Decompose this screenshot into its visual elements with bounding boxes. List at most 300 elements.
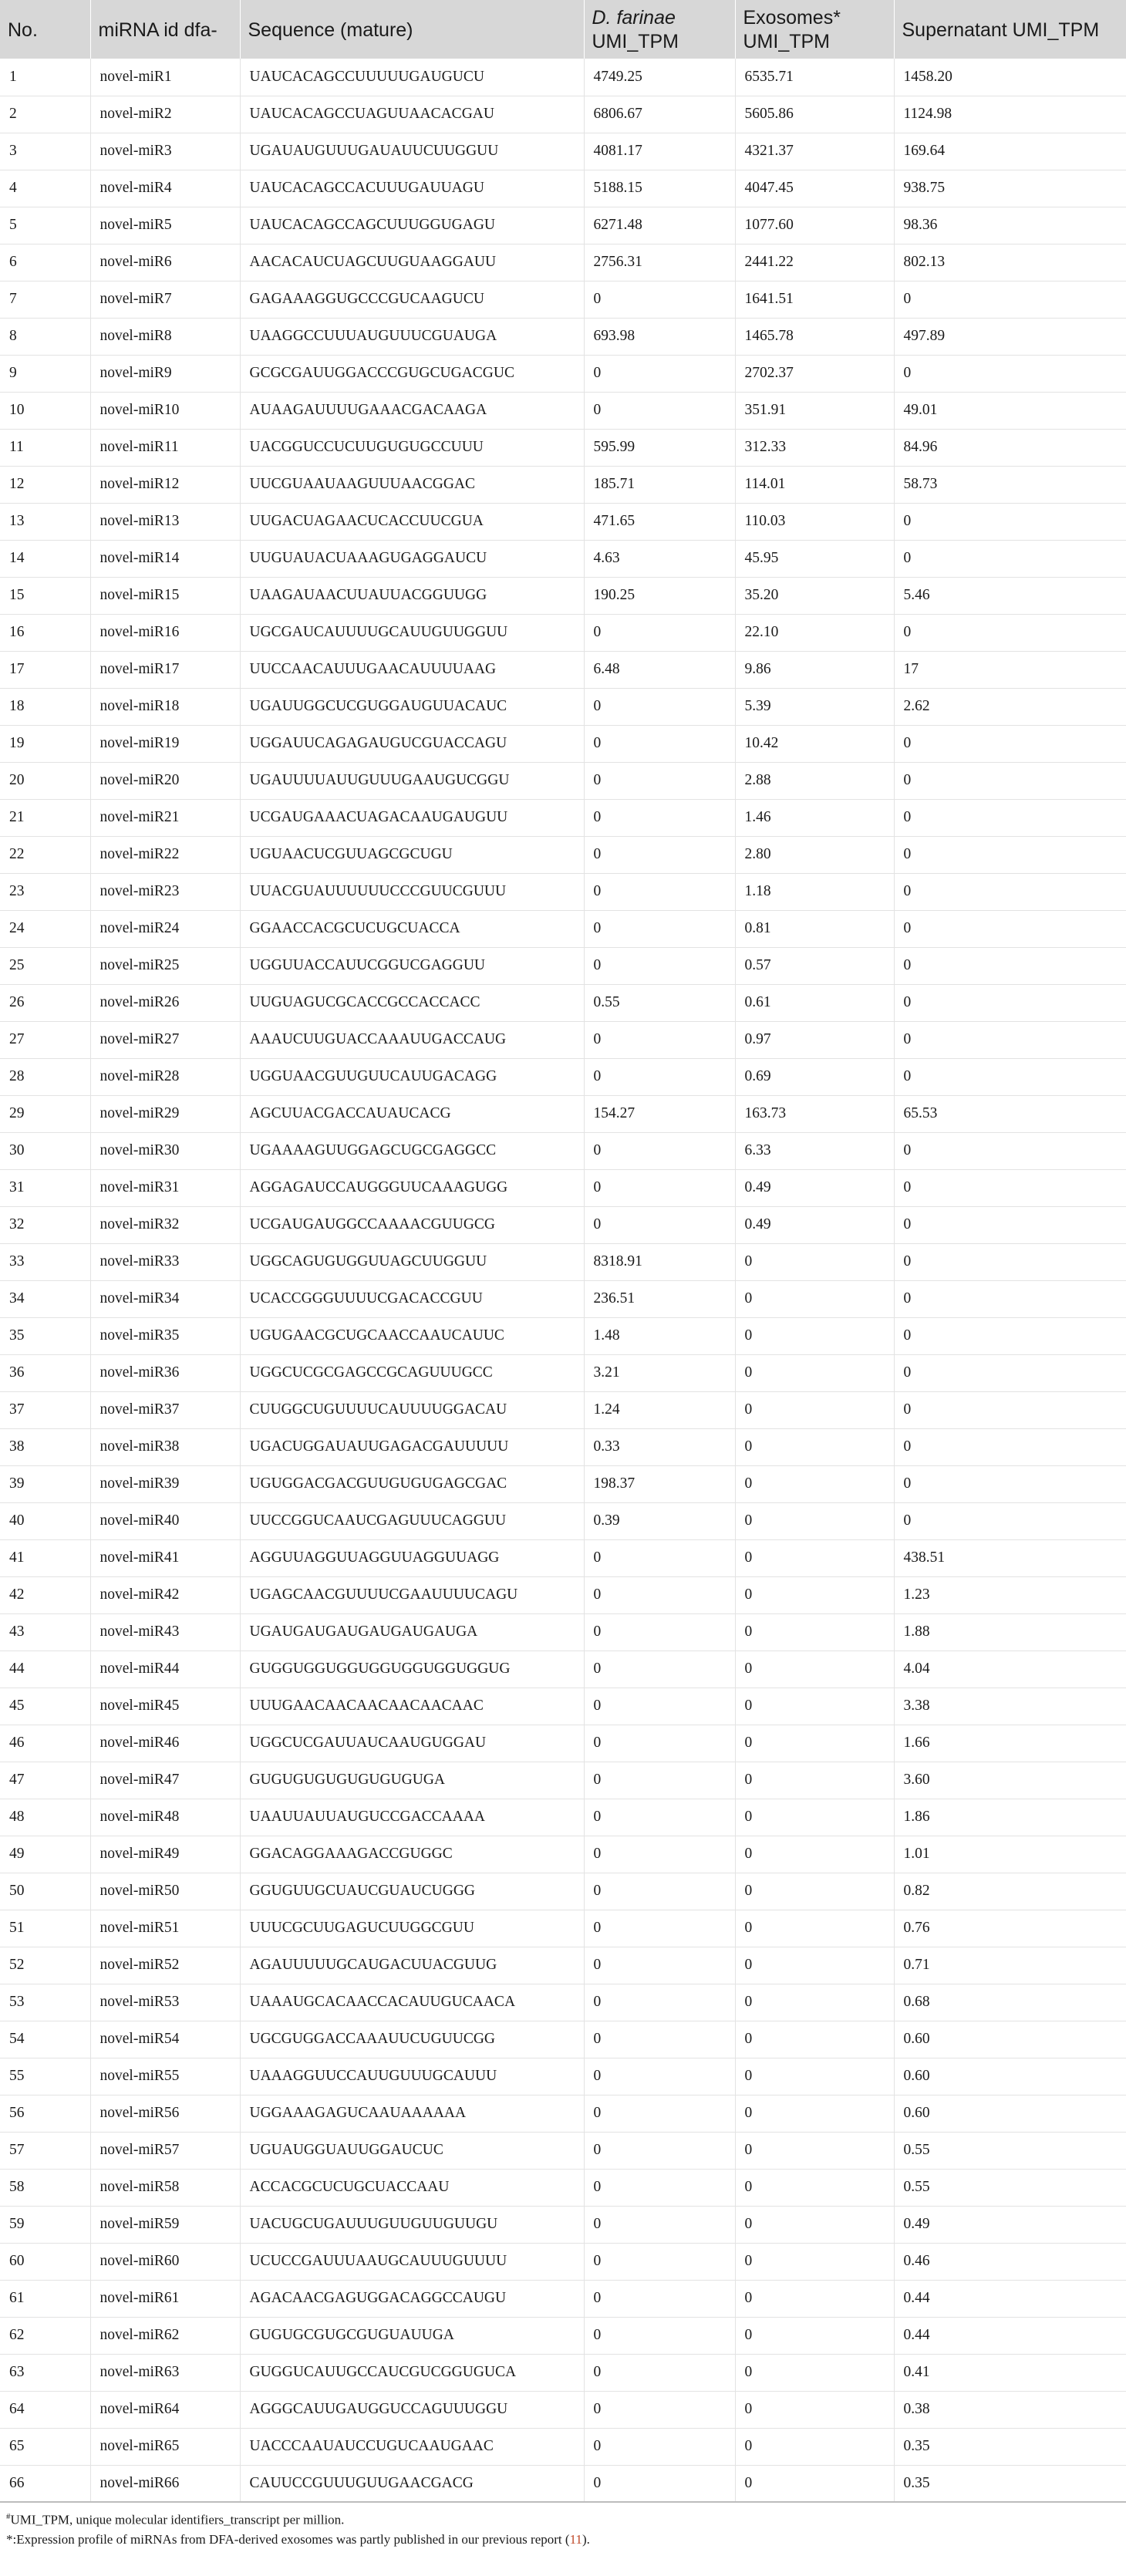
cell-mirna-id: novel-miR51 — [90, 1910, 240, 1947]
cell-supernatant-tpm: 169.64 — [894, 133, 1126, 170]
table-row — [0, 910, 1126, 947]
cell-no: 66 — [0, 2465, 90, 2502]
cell-mirna-id: novel-miR40 — [90, 1502, 240, 1539]
cell-sequence: UAAAUGCACAACCACAUUGUCAACA — [240, 1984, 584, 2021]
cell-dfarinae-tpm: 6271.48 — [584, 207, 735, 244]
cell-dfarinae-tpm: 0.39 — [584, 1502, 735, 1539]
cell-mirna-id: novel-miR16 — [90, 614, 240, 651]
cell-exosomes-tpm: 9.86 — [735, 651, 894, 688]
cell-sequence: GCGCGAUUGGACCCGUGCUGACGUC — [240, 355, 584, 392]
cell-exosomes-tpm: 0 — [735, 2021, 894, 2058]
table-row — [0, 1428, 1126, 1465]
cell-no: 34 — [0, 1280, 90, 1317]
cell-dfarinae-tpm: 0 — [584, 1021, 735, 1058]
table-row — [0, 2132, 1126, 2169]
table-row — [0, 2169, 1126, 2206]
cell-dfarinae-tpm: 0 — [584, 2243, 735, 2280]
cell-no: 63 — [0, 2354, 90, 2391]
cell-supernatant-tpm: 0 — [894, 725, 1126, 762]
cell-sequence: UAAGGCCUUUAUGUUUCGUAUGA — [240, 318, 584, 355]
cell-mirna-id: novel-miR30 — [90, 1132, 240, 1169]
cell-no: 35 — [0, 1317, 90, 1354]
cell-dfarinae-tpm: 0 — [584, 281, 735, 318]
cell-exosomes-tpm: 0 — [735, 1428, 894, 1465]
cell-sequence: UGGCUCGAUUAUCAAUGUGGAU — [240, 1725, 584, 1762]
cell-mirna-id: novel-miR27 — [90, 1021, 240, 1058]
cell-no: 43 — [0, 1613, 90, 1650]
footnote-umi — [6, 2507, 1120, 2530]
cell-sequence: UCGAUGAAACUAGACAAUGAUGUU — [240, 799, 584, 836]
cell-sequence: UUGUAGUCGCACCGCCACCACC — [240, 984, 584, 1021]
cell-sequence: AAAUCUUGUACCAAAUUGACCAUG — [240, 1021, 584, 1058]
cell-exosomes-tpm: 0 — [735, 2428, 894, 2465]
cell-dfarinae-tpm: 2756.31 — [584, 244, 735, 281]
cell-no: 22 — [0, 836, 90, 873]
cell-dfarinae-tpm: 4081.17 — [584, 133, 735, 170]
cell-supernatant-tpm: 0 — [894, 1428, 1126, 1465]
cell-dfarinae-tpm: 0 — [584, 1058, 735, 1095]
cell-supernatant-tpm: 0.41 — [894, 2354, 1126, 2391]
cell-sequence: CUUGGCUGUUUUCAUUUUGGACAU — [240, 1391, 584, 1428]
cell-supernatant-tpm: 0 — [894, 799, 1126, 836]
cell-no: 28 — [0, 1058, 90, 1095]
cell-supernatant-tpm: 1124.98 — [894, 96, 1126, 133]
cell-exosomes-tpm: 0 — [735, 1391, 894, 1428]
table-header — [0, 0, 1126, 59]
table-row — [0, 1947, 1126, 1984]
cell-no: 45 — [0, 1688, 90, 1725]
cell-sequence: UGGUAACGUUGUUCAUUGACAGG — [240, 1058, 584, 1095]
cell-supernatant-tpm: 938.75 — [894, 170, 1126, 207]
cell-exosomes-tpm: 0 — [735, 1836, 894, 1873]
cell-mirna-id: novel-miR20 — [90, 762, 240, 799]
cell-dfarinae-tpm: 0 — [584, 2169, 735, 2206]
cell-dfarinae-tpm: 0 — [584, 1613, 735, 1650]
cell-sequence: GUGUGCGUGCGUGUAUUGA — [240, 2317, 584, 2354]
cell-sequence: UGUGGACGACGUUGUGUGAGCGAC — [240, 1465, 584, 1502]
cell-sequence: UUGACUAGAACUCACCUUCGUA — [240, 503, 584, 540]
cell-mirna-id: novel-miR66 — [90, 2465, 240, 2502]
cell-sequence: GGAACCACGCUCUGCUACCA — [240, 910, 584, 947]
cell-no: 47 — [0, 1762, 90, 1799]
cell-dfarinae-tpm: 154.27 — [584, 1095, 735, 1132]
cell-supernatant-tpm: 0.76 — [894, 1910, 1126, 1947]
cell-sequence: AGCUUACGACCAUAUCACG — [240, 1095, 584, 1132]
table-row — [0, 577, 1126, 614]
cell-exosomes-tpm: 2.80 — [735, 836, 894, 873]
cell-mirna-id: novel-miR58 — [90, 2169, 240, 2206]
table-body — [0, 59, 1126, 2502]
cell-mirna-id: novel-miR44 — [90, 1650, 240, 1688]
table-row — [0, 429, 1126, 466]
table-row — [0, 873, 1126, 910]
table-row — [0, 2280, 1126, 2317]
cell-exosomes-tpm: 0 — [735, 1576, 894, 1613]
cell-mirna-id: novel-miR41 — [90, 1539, 240, 1576]
cell-sequence: UACCCAAUAUCCUGUCAAUGAAC — [240, 2428, 584, 2465]
cell-supernatant-tpm: 0 — [894, 1058, 1126, 1095]
table-row — [0, 688, 1126, 725]
cell-exosomes-tpm: 0 — [735, 1650, 894, 1688]
table-row — [0, 1910, 1126, 1947]
cell-exosomes-tpm: 10.42 — [735, 725, 894, 762]
cell-supernatant-tpm: 0.35 — [894, 2428, 1126, 2465]
cell-dfarinae-tpm: 0 — [584, 1650, 735, 1688]
cell-mirna-id: novel-miR53 — [90, 1984, 240, 2021]
cell-mirna-id: novel-miR8 — [90, 318, 240, 355]
cell-supernatant-tpm: 0.60 — [894, 2095, 1126, 2132]
cell-supernatant-tpm: 2.62 — [894, 688, 1126, 725]
table-row — [0, 2391, 1126, 2428]
table-row — [0, 392, 1126, 429]
cell-mirna-id: novel-miR33 — [90, 1243, 240, 1280]
cell-exosomes-tpm: 4321.37 — [735, 133, 894, 170]
cell-supernatant-tpm: 0 — [894, 1391, 1126, 1428]
cell-sequence: GAGAAAGGUGCCCGUCAAGUCU — [240, 281, 584, 318]
cell-dfarinae-tpm: 236.51 — [584, 1280, 735, 1317]
cell-mirna-id: novel-miR3 — [90, 133, 240, 170]
cell-supernatant-tpm: 0 — [894, 355, 1126, 392]
cell-no: 27 — [0, 1021, 90, 1058]
cell-sequence: UAUCACAGCCUUUUUGAUGUCU — [240, 59, 584, 96]
cell-dfarinae-tpm: 0 — [584, 2465, 735, 2502]
cell-dfarinae-tpm: 471.65 — [584, 503, 735, 540]
cell-mirna-id: novel-miR23 — [90, 873, 240, 910]
cell-exosomes-tpm: 4047.45 — [735, 170, 894, 207]
cell-dfarinae-tpm: 0 — [584, 2058, 735, 2095]
cell-supernatant-tpm: 0 — [894, 910, 1126, 947]
cell-mirna-id: novel-miR47 — [90, 1762, 240, 1799]
cell-no: 57 — [0, 2132, 90, 2169]
cell-exosomes-tpm: 0.57 — [735, 947, 894, 984]
cell-sequence: GUGGUGGUGGUGGUGGUGGUGGUG — [240, 1650, 584, 1688]
cell-dfarinae-tpm: 0 — [584, 1725, 735, 1762]
table-row — [0, 1502, 1126, 1539]
cell-supernatant-tpm: 1.01 — [894, 1836, 1126, 1873]
table-row — [0, 1539, 1126, 1576]
cell-no: 56 — [0, 2095, 90, 2132]
cell-exosomes-tpm: 0 — [735, 1280, 894, 1317]
cell-dfarinae-tpm: 4749.25 — [584, 59, 735, 96]
cell-supernatant-tpm: 1.88 — [894, 1613, 1126, 1650]
header-supernatant: Supernatant UMI_TPM — [894, 0, 1126, 59]
table-row — [0, 1021, 1126, 1058]
cell-sequence: UUUCGCUUGAGUCUUGGCGUU — [240, 1910, 584, 1947]
table-row — [0, 466, 1126, 503]
cell-sequence: UGGAUUCAGAGAUGUCGUACCAGU — [240, 725, 584, 762]
cell-dfarinae-tpm: 0 — [584, 1576, 735, 1613]
cell-supernatant-tpm: 0.44 — [894, 2317, 1126, 2354]
cell-no: 62 — [0, 2317, 90, 2354]
cell-dfarinae-tpm: 0 — [584, 2391, 735, 2428]
cell-dfarinae-tpm: 5188.15 — [584, 170, 735, 207]
footnote-reference-link[interactable]: 11 — [569, 2531, 582, 2547]
table-row — [0, 1280, 1126, 1317]
cell-mirna-id: novel-miR4 — [90, 170, 240, 207]
cell-dfarinae-tpm: 1.48 — [584, 1317, 735, 1354]
cell-exosomes-tpm: 0 — [735, 2058, 894, 2095]
cell-sequence: UGAUGAUGAUGAUGAUGAUGA — [240, 1613, 584, 1650]
cell-exosomes-tpm: 0 — [735, 1688, 894, 1725]
table-row — [0, 614, 1126, 651]
header-dfarinae-species: D. farinae — [592, 7, 676, 29]
cell-no: 46 — [0, 1725, 90, 1762]
cell-exosomes-tpm: 0 — [735, 2280, 894, 2317]
cell-sequence: UGAGCAACGUUUUCGAAUUUUCAGU — [240, 1576, 584, 1613]
cell-exosomes-tpm: 0 — [735, 1873, 894, 1910]
cell-mirna-id: novel-miR15 — [90, 577, 240, 614]
cell-sequence: UACUGCUGAUUUGUUGUUGUUGU — [240, 2206, 584, 2243]
cell-exosomes-tpm: 312.33 — [735, 429, 894, 466]
cell-dfarinae-tpm: 0 — [584, 1132, 735, 1169]
cell-exosomes-tpm: 0 — [735, 2243, 894, 2280]
cell-dfarinae-tpm: 3.21 — [584, 1354, 735, 1391]
cell-exosomes-tpm: 6535.71 — [735, 59, 894, 96]
cell-no: 55 — [0, 2058, 90, 2095]
cell-supernatant-tpm: 1.66 — [894, 1725, 1126, 1762]
cell-dfarinae-tpm: 0 — [584, 355, 735, 392]
table-row — [0, 984, 1126, 1021]
cell-dfarinae-tpm: 693.98 — [584, 318, 735, 355]
cell-no: 51 — [0, 1910, 90, 1947]
cell-mirna-id: novel-miR54 — [90, 2021, 240, 2058]
cell-exosomes-tpm: 0 — [735, 2132, 894, 2169]
cell-exosomes-tpm: 0 — [735, 2465, 894, 2502]
cell-supernatant-tpm: 0 — [894, 1280, 1126, 1317]
cell-mirna-id: novel-miR26 — [90, 984, 240, 1021]
table-row — [0, 2243, 1126, 2280]
cell-supernatant-tpm: 0 — [894, 1354, 1126, 1391]
cell-sequence: AGGGCAUUGAUGGUCCAGUUUGGU — [240, 2391, 584, 2428]
cell-mirna-id: novel-miR7 — [90, 281, 240, 318]
cell-exosomes-tpm: 0 — [735, 1799, 894, 1836]
cell-supernatant-tpm: 497.89 — [894, 318, 1126, 355]
cell-mirna-id: novel-miR21 — [90, 799, 240, 836]
cell-no: 16 — [0, 614, 90, 651]
cell-sequence: UCUCCGAUUUAAUGCAUUUGUUUU — [240, 2243, 584, 2280]
cell-exosomes-tpm: 0 — [735, 1317, 894, 1354]
cell-mirna-id: novel-miR6 — [90, 244, 240, 281]
cell-sequence: UGCGAUCAUUUUGCAUUGUUGGUU — [240, 614, 584, 651]
cell-dfarinae-tpm: 0 — [584, 1206, 735, 1243]
cell-no: 14 — [0, 540, 90, 577]
cell-dfarinae-tpm: 0 — [584, 2280, 735, 2317]
cell-dfarinae-tpm: 8318.91 — [584, 1243, 735, 1280]
cell-mirna-id: novel-miR43 — [90, 1613, 240, 1650]
cell-no: 42 — [0, 1576, 90, 1613]
cell-no: 6 — [0, 244, 90, 281]
cell-exosomes-tpm: 22.10 — [735, 614, 894, 651]
cell-no: 40 — [0, 1502, 90, 1539]
footnote-umi-text: UMI_TPM, unique molecular identifiers_transcript per million. — [10, 2512, 345, 2527]
cell-exosomes-tpm: 6.33 — [735, 1132, 894, 1169]
table-row — [0, 836, 1126, 873]
table-row — [0, 2021, 1126, 2058]
cell-dfarinae-tpm: 0 — [584, 762, 735, 799]
cell-exosomes-tpm: 0 — [735, 2206, 894, 2243]
cell-mirna-id: novel-miR55 — [90, 2058, 240, 2095]
cell-no: 61 — [0, 2280, 90, 2317]
cell-mirna-id: novel-miR25 — [90, 947, 240, 984]
cell-dfarinae-tpm: 4.63 — [584, 540, 735, 577]
cell-no: 26 — [0, 984, 90, 1021]
table-row — [0, 1317, 1126, 1354]
cell-mirna-id: novel-miR22 — [90, 836, 240, 873]
cell-exosomes-tpm: 5.39 — [735, 688, 894, 725]
cell-supernatant-tpm: 0.49 — [894, 2206, 1126, 2243]
cell-dfarinae-tpm: 0 — [584, 2317, 735, 2354]
cell-dfarinae-tpm: 0 — [584, 1910, 735, 1947]
cell-supernatant-tpm: 0 — [894, 1169, 1126, 1206]
cell-no: 59 — [0, 2206, 90, 2243]
cell-mirna-id: novel-miR1 — [90, 59, 240, 96]
cell-dfarinae-tpm: 0 — [584, 1762, 735, 1799]
table-row — [0, 762, 1126, 799]
cell-supernatant-tpm: 0 — [894, 540, 1126, 577]
cell-supernatant-tpm: 5.46 — [894, 577, 1126, 614]
table-row — [0, 725, 1126, 762]
table-row — [0, 1984, 1126, 2021]
cell-exosomes-tpm: 0 — [735, 2169, 894, 2206]
cell-mirna-id: novel-miR13 — [90, 503, 240, 540]
footnote-exosomes-end: ). — [582, 2531, 590, 2547]
cell-dfarinae-tpm: 0 — [584, 2095, 735, 2132]
cell-mirna-id: novel-miR64 — [90, 2391, 240, 2428]
cell-no: 2 — [0, 96, 90, 133]
cell-mirna-id: novel-miR61 — [90, 2280, 240, 2317]
cell-mirna-id: novel-miR45 — [90, 1688, 240, 1725]
cell-mirna-id: novel-miR39 — [90, 1465, 240, 1502]
header-mirna-id: miRNA id dfa- — [90, 0, 240, 59]
cell-no: 32 — [0, 1206, 90, 1243]
cell-sequence: UGGCAGUGUGGUUAGCUUGGUU — [240, 1243, 584, 1280]
cell-mirna-id: novel-miR50 — [90, 1873, 240, 1910]
cell-no: 49 — [0, 1836, 90, 1873]
cell-mirna-id: novel-miR48 — [90, 1799, 240, 1836]
cell-exosomes-tpm: 0 — [735, 1910, 894, 1947]
cell-sequence: UAUCACAGCCACUUUGAUUAGU — [240, 170, 584, 207]
cell-dfarinae-tpm: 0 — [584, 1836, 735, 1873]
cell-supernatant-tpm: 0 — [894, 762, 1126, 799]
cell-dfarinae-tpm: 0 — [584, 688, 735, 725]
cell-dfarinae-tpm: 0 — [584, 1799, 735, 1836]
table-row — [0, 1169, 1126, 1206]
cell-dfarinae-tpm: 0 — [584, 799, 735, 836]
table-row — [0, 2206, 1126, 2243]
cell-dfarinae-tpm: 0 — [584, 1947, 735, 1984]
cell-no: 48 — [0, 1799, 90, 1836]
footnote-exosomes — [6, 2530, 1120, 2549]
cell-supernatant-tpm: 0.71 — [894, 1947, 1126, 1984]
cell-supernatant-tpm: 802.13 — [894, 244, 1126, 281]
table-row — [0, 2058, 1126, 2095]
cell-no: 7 — [0, 281, 90, 318]
cell-exosomes-tpm: 35.20 — [735, 577, 894, 614]
cell-exosomes-tpm: 5605.86 — [735, 96, 894, 133]
cell-sequence: UGGUUACCAUUCGGUCGAGGUU — [240, 947, 584, 984]
cell-dfarinae-tpm: 0 — [584, 1984, 735, 2021]
cell-supernatant-tpm: 0 — [894, 1243, 1126, 1280]
cell-supernatant-tpm: 0 — [894, 947, 1126, 984]
cell-supernatant-tpm: 4.04 — [894, 1650, 1126, 1688]
cell-exosomes-tpm: 0 — [735, 2317, 894, 2354]
table-row — [0, 207, 1126, 244]
header-exosomes: Exosomes* UMI_TPM — [735, 0, 894, 59]
cell-no: 5 — [0, 207, 90, 244]
table-row — [0, 1576, 1126, 1613]
cell-no: 41 — [0, 1539, 90, 1576]
cell-mirna-id: novel-miR63 — [90, 2354, 240, 2391]
cell-no: 21 — [0, 799, 90, 836]
cell-exosomes-tpm: 0 — [735, 1725, 894, 1762]
cell-supernatant-tpm: 0 — [894, 1206, 1126, 1243]
cell-mirna-id: novel-miR18 — [90, 688, 240, 725]
table-row — [0, 281, 1126, 318]
cell-mirna-id: novel-miR37 — [90, 1391, 240, 1428]
cell-no: 33 — [0, 1243, 90, 1280]
cell-dfarinae-tpm: 190.25 — [584, 577, 735, 614]
cell-no: 12 — [0, 466, 90, 503]
cell-exosomes-tpm: 0 — [735, 1984, 894, 2021]
table-row — [0, 1465, 1126, 1502]
cell-dfarinae-tpm: 0 — [584, 873, 735, 910]
cell-exosomes-tpm: 0 — [735, 1354, 894, 1391]
cell-mirna-id: novel-miR11 — [90, 429, 240, 466]
cell-supernatant-tpm: 0.55 — [894, 2132, 1126, 2169]
cell-sequence: CAUUCCGUUUGUUGAACGACG — [240, 2465, 584, 2502]
cell-dfarinae-tpm: 0 — [584, 2132, 735, 2169]
cell-mirna-id: novel-miR46 — [90, 1725, 240, 1762]
cell-dfarinae-tpm: 0 — [584, 392, 735, 429]
cell-supernatant-tpm: 0.68 — [894, 1984, 1126, 2021]
table-row — [0, 244, 1126, 281]
cell-supernatant-tpm: 0.60 — [894, 2021, 1126, 2058]
cell-no: 13 — [0, 503, 90, 540]
cell-supernatant-tpm: 0 — [894, 836, 1126, 873]
cell-exosomes-tpm: 0 — [735, 1947, 894, 1984]
table-row — [0, 1613, 1126, 1650]
cell-mirna-id: novel-miR60 — [90, 2243, 240, 2280]
cell-dfarinae-tpm: 0 — [584, 725, 735, 762]
cell-exosomes-tpm: 2.88 — [735, 762, 894, 799]
cell-mirna-id: novel-miR24 — [90, 910, 240, 947]
cell-mirna-id: novel-miR14 — [90, 540, 240, 577]
cell-mirna-id: novel-miR42 — [90, 1576, 240, 1613]
cell-mirna-id: novel-miR12 — [90, 466, 240, 503]
cell-exosomes-tpm: 1.46 — [735, 799, 894, 836]
cell-supernatant-tpm: 0.44 — [894, 2280, 1126, 2317]
cell-sequence: UCACCGGGUUUUCGACACCGUU — [240, 1280, 584, 1317]
cell-exosomes-tpm: 351.91 — [735, 392, 894, 429]
cell-exosomes-tpm: 1641.51 — [735, 281, 894, 318]
cell-sequence: AGACAACGAGUGGACAGGCCAUGU — [240, 2280, 584, 2317]
cell-supernatant-tpm: 0 — [894, 614, 1126, 651]
cell-dfarinae-tpm: 0 — [584, 1688, 735, 1725]
cell-mirna-id: novel-miR10 — [90, 392, 240, 429]
cell-supernatant-tpm: 0 — [894, 503, 1126, 540]
cell-no: 9 — [0, 355, 90, 392]
cell-sequence: UGACUGGAUAUUGAGACGAUUUUU — [240, 1428, 584, 1465]
table-row — [0, 2354, 1126, 2391]
cell-dfarinae-tpm: 0.55 — [584, 984, 735, 1021]
cell-no: 10 — [0, 392, 90, 429]
cell-supernatant-tpm: 49.01 — [894, 392, 1126, 429]
footnote-umi-marker: # — [6, 2512, 11, 2521]
cell-sequence: AACACAUCUAGCUUGUAAGGAUU — [240, 244, 584, 281]
cell-no: 39 — [0, 1465, 90, 1502]
table-row — [0, 170, 1126, 207]
header-sequence: Sequence (mature) — [240, 0, 584, 59]
